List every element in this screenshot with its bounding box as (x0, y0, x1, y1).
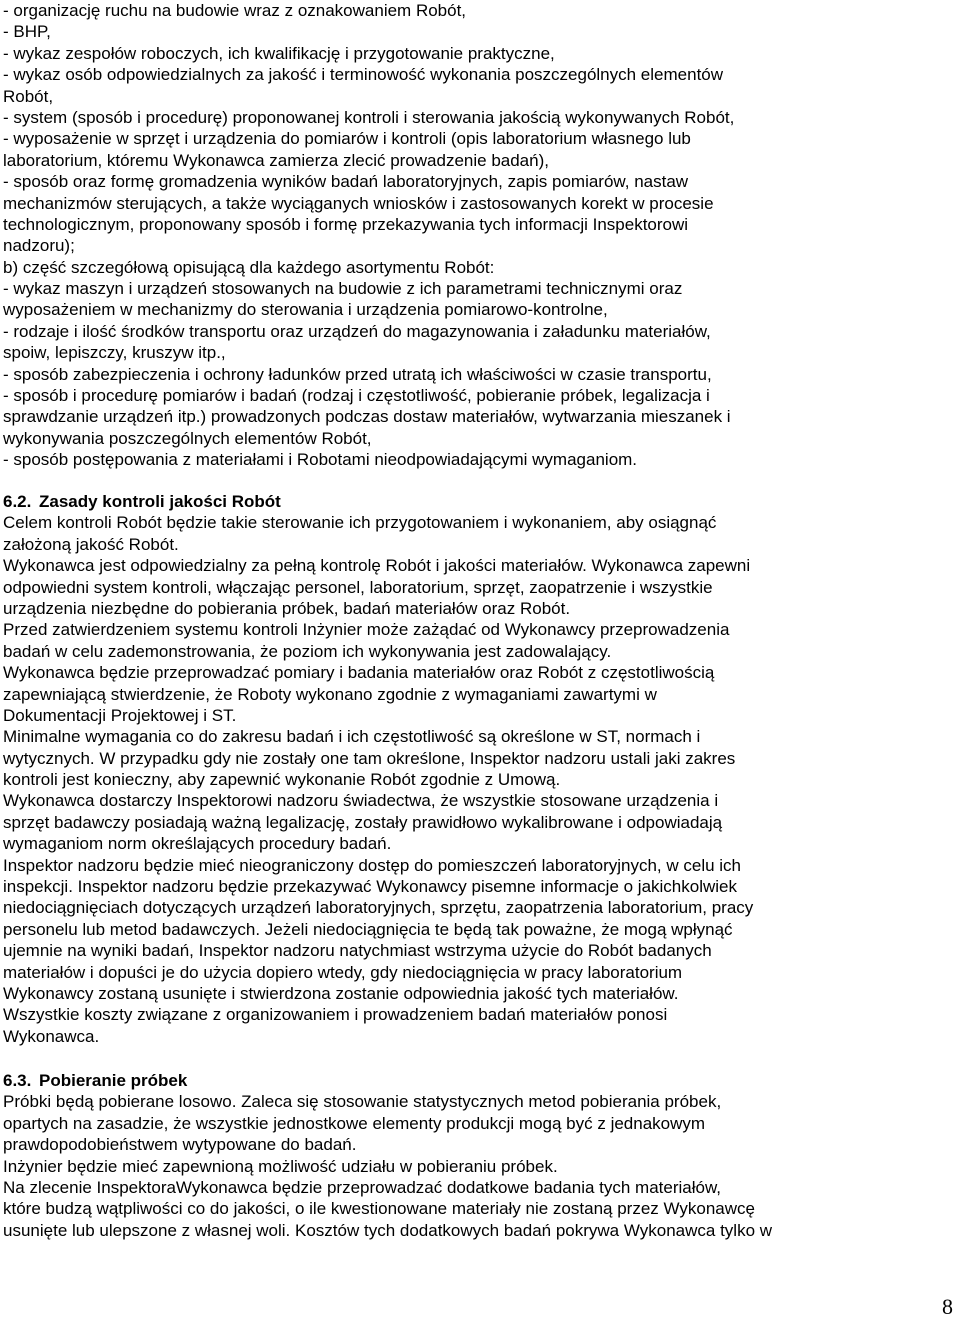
section-number: 6.3. (3, 1071, 32, 1090)
text-line: które budzą wątpliwości co do jakości, o ile kwestionowane materiały nie zostaną przez Wykonawcę (3, 1199, 755, 1219)
text-line: Wykonawca. (3, 1026, 100, 1046)
text-line: - wykaz zespołów roboczych, ich kwalifikację i przygotowanie praktyczne, (3, 43, 555, 63)
text-line: b) część szczegółową opisującą dla każdego asortymentu Robót: (3, 257, 495, 277)
text-line: odpowiedni system kontroli, włączając personel, laboratorium, sprzęt, zaopatrzenie i wszystkie (3, 577, 713, 597)
text-line: niedociągnięciach dotyczących urządzeń laboratoryjnych, sprzętu, zaopatrzenia laboratorium, pracy (3, 898, 754, 918)
text-line: Wykonawca dostarczy Inspektorowi nadzoru świadectwa, że wszystkie stosowane urządzenia i (3, 791, 719, 811)
section-heading (3, 491, 843, 512)
text-line: urządzenia niezbędne do pobierania próbek, badań materiałów oraz Robót. (3, 598, 571, 618)
text-line: laboratorium, któremu Wykonawca zamierza zlecić prowadzenie badań), (3, 150, 549, 170)
text-line: Wszystkie koszty związane z organizowaniem i prowadzeniem badań materiałów ponosi (3, 1005, 668, 1025)
text-line: - wykaz maszyn i urządzeń stosowanych na budowie z ich parametrami technicznymi oraz (3, 279, 683, 299)
text-line: Na zlecenie InspektoraWykonawca będzie przeprowadzać dodatkowe badania tych materiałów, (3, 1177, 722, 1197)
text-line: inspekcji. Inspektor nadzoru będzie przekazywać Wykonawcy pisemne informacje o jakichkolwiek (3, 877, 738, 897)
requirements-list (3, 0, 843, 471)
text-line: kontroli jest konieczny, aby zapewnić wykonanie Robót zgodnie z Umową. (3, 770, 561, 790)
page-number: 8 (942, 1294, 953, 1319)
section-title: Pobieranie próbek (39, 1071, 188, 1090)
text-line: zapewniającą stwierdzenie, że Roboty wykonano zgodnie z wymaganiami zawartymi w (3, 684, 657, 704)
text-line: badań w celu zademonstrowania, że poziom ich wykonywania jest zadowalający. (3, 641, 612, 661)
text-line: Wykonawcy zostaną usunięte i stwierdzona zostanie odpowiednia jakość tych materiałów. (3, 983, 679, 1003)
text-line: - organizację ruchu na budowie wraz z oznakowaniem Robót, (3, 1, 467, 20)
text-line: - sposób oraz formę gromadzenia wyników badań laboratoryjnych, zapis pomiarów, nastaw (3, 172, 689, 192)
text-line: usunięte lub ulepszone z własnej woli. Kosztów tych dodatkowych badań pokrywa Wykonawca tylko w (3, 1220, 773, 1240)
text-line: spoiw, lepiszczy, kruszyw itp., (3, 343, 226, 363)
text-line: opartych na zasadzie, że wszystkie jednostkowe elementy produkcji mogą być z jednakowym (3, 1113, 706, 1133)
text-line: wyposażeniem w mechanizmy do sterowania i urządzenia pomiarowo-kontrolne, (3, 300, 608, 320)
text-line: sprzęt badawczy posiadają ważną legalizację, zostały prawidłowo wykalibrowane i odpowiadają (3, 812, 723, 832)
text-line: nadzoru); (3, 236, 75, 256)
text-line: - rodzaje i ilość środków transportu oraz urządzeń do magazynowania i załadunku materiałów, (3, 321, 711, 341)
text-line: Wykonawca jest odpowiedzialny za pełną kontrolę Robót i jakości materiałów. Wykonawca zapewni (3, 556, 751, 576)
text-line: sprawdzanie urządzeń itp.) prowadzonych podczas dostaw materiałów, wytwarzania mieszanek i (3, 407, 731, 427)
text-line: Inspektor nadzoru będzie mieć nieograniczony dostęp do pomieszczeń laboratoryjnych, w celu ich (3, 855, 742, 875)
text-line: - sposób zabezpieczenia i ochrony ładunków przed utratą ich właściwości w czasie transportu, (3, 364, 712, 384)
text-line: - sposób i procedurę pomiarów i badań (rodzaj i częstotliwość, pobieranie próbek, legalizacja i (3, 386, 710, 406)
text-line: - wykaz osób odpowiedzialnych za jakość i terminowość wykonania poszczególnych elementów (3, 65, 724, 85)
text-line: mechanizmów sterujących, a także wyciąganych wniosków i zastosowanych korekt w procesie (3, 193, 714, 213)
text-line: - system (sposób i procedurę) proponowanej kontroli i sterowania jakością wykonywanych Robót, (3, 107, 735, 127)
section-sampling (3, 1070, 843, 1241)
text-line: - wyposażenie w sprzęt i urządzenia do pomiarów i kontroli (opis laboratorium własnego lub (3, 129, 691, 149)
text-line: Celem kontroli Robót będzie takie sterowanie ich przygotowaniem i wykonaniem, aby osiągnąć (3, 513, 717, 533)
section-quality-control (3, 491, 843, 1047)
text-line: Inżynier będzie mieć zapewnioną możliwość udziału w pobieraniu próbek. (3, 1156, 558, 1176)
text-line: Przed zatwierdzeniem systemu kontroli Inżynier może zażądać od Wykonawcy przeprowadzenia (3, 620, 730, 640)
text-line: ujemnie na wyniki badań, Inspektor nadzoru natychmiast wstrzyma użycie do Robót badanych (3, 941, 712, 961)
text-line: - sposób postępowania z materiałami i Robotami nieodpowiadającymi wymaganiom. (3, 450, 638, 470)
section-heading (3, 1070, 843, 1091)
section-title: Zasady kontroli jakości Robót (39, 492, 281, 511)
text-line: wymaganiom norm określających procedury badań. (3, 834, 392, 854)
section-number: 6.2. (3, 492, 32, 511)
text-line: materiałów i dopuści je do użycia dopiero wtedy, gdy niedociągnięcia w pracy laboratorium (3, 962, 683, 982)
text-line: prawdopodobieństwem wytypowane do badań. (3, 1135, 357, 1155)
text-line: Minimalne wymagania co do zakresu badań i ich częstotliwość są określone w ST, normach i (3, 727, 701, 747)
text-line: technologicznym, proponowany sposób i formę przekazywania tych informacji Inspektorowi (3, 214, 689, 234)
text-line (3, 64, 843, 85)
text-line: personelu lub metod badawczych. Jeżeli niedociągnięcia te będą tak poważne, że mogą wpłynąć (3, 919, 733, 939)
text-line: - BHP, (3, 22, 51, 42)
text-line: Dokumentacji Projektowej i ST. (3, 705, 237, 725)
text-line: wykonywania poszczególnych elementów Robót, (3, 428, 372, 448)
text-line: Próbki będą pobierane losowo. Zaleca się stosowanie statystycznych metod pobierania próbek, (3, 1092, 722, 1112)
text-line: Wykonawca będzie przeprowadzać pomiary i badania materiałów oraz Robót z częstotliwością (3, 663, 715, 683)
text-line: Robót, (3, 86, 54, 106)
text-line: wytycznych. W przypadku gdy nie zostały one tam określone, Inspektor nadzoru ustali jaki zakres (3, 748, 736, 768)
text-line: założoną jakość Robót. (3, 534, 179, 554)
